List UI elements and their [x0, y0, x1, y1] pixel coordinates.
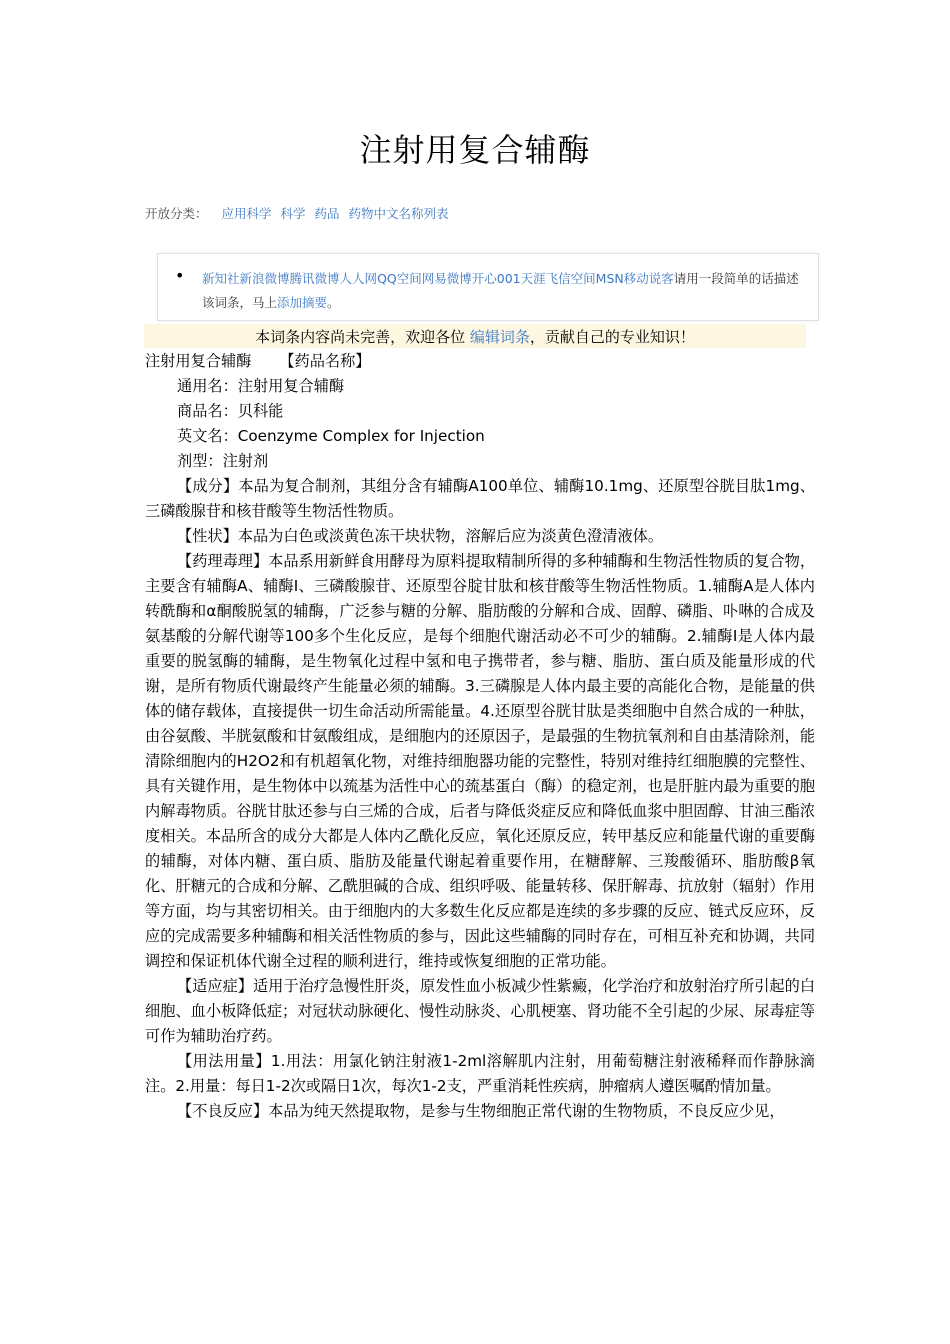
- category-tag-drug-list[interactable]: 药物中文名称列表: [348, 206, 449, 221]
- edit-entry-link[interactable]: 编辑词条: [469, 328, 530, 346]
- english-name: 英文名：Coenzyme Complex for Injection: [177, 427, 485, 445]
- share-link-kaixin001[interactable]: 开心001: [471, 271, 521, 286]
- share-link-xinzhishe[interactable]: 新知社: [202, 271, 240, 286]
- heading-section-label: 【药品名称】: [279, 352, 371, 370]
- trade-name: 商品名：贝科能: [177, 402, 284, 420]
- share-link-mobile[interactable]: 移动说客: [623, 271, 674, 286]
- share-link-tianya[interactable]: 天涯: [520, 271, 546, 286]
- notice-text-after: ，贡献自己的专业知识！: [529, 328, 695, 346]
- drug-name-heading: [145, 349, 815, 374]
- share-prompt-end: 。: [327, 295, 340, 310]
- category-tag-science[interactable]: 科学: [280, 206, 306, 221]
- bullet-icon: •: [175, 266, 185, 285]
- category-label: 开放分类：: [145, 206, 208, 221]
- share-link-fetion[interactable]: 飞信空间: [545, 271, 596, 286]
- indications-paragraph: 【适应症】适用于治疗急慢性肝炎，原发性血小板减少性紫癜，化学治疗和放射治疗所引起的白细胞、血小板降低症；对冠状动脉硬化、慢性动脉炎、心肌梗塞、肾功能不全引起的少尿、尿毒症等可作为辅助治疗药。: [145, 977, 815, 1045]
- dosage-paragraph: 【用法用量】1.用法：用氯化钠注射液1-2ml溶解肌内注射，用葡萄糖注射液稀释而作静脉滴注。2.用量：每日1-2次或隔日1次，每次1-2支，严重消耗性疾病，肿瘤病人遵医嘱酌情加量。: [145, 1052, 815, 1095]
- share-link-netease-weibo[interactable]: 网易微博: [421, 271, 472, 286]
- share-link-sina-weibo[interactable]: 新浪微博: [239, 271, 290, 286]
- share-link-qzone[interactable]: QQ空间: [377, 271, 422, 286]
- page-title: 注射用复合辅酶: [359, 131, 591, 169]
- category-tag-drugs[interactable]: 药品: [314, 206, 340, 221]
- share-summary-box: [157, 253, 819, 321]
- share-text: [202, 267, 802, 315]
- pharmacology-paragraph: 【药理毒理】本品系用新鲜食用酵母为原料提取精制所得的多种辅酶和生物活性物质的复合物，主要含有辅酶A、辅酶I、三磷酸腺苷、还原型谷腚甘肽和核苷酸等生物活性物质。1.辅酶A是人体内转酰酶和α酮酸脱氢的辅酶，广泛参与糖的分解、脂肪酸的分解和合成、固醇、磷脂、卟啉的合成及氨基酸的分解代谢等100多个生化反应，是每个细胞代谢活动必不可少的辅酶。2.辅酶I是人体内最重要的脱氢酶的辅酶，是生物氧化过程中氢和电子携带者，参与糖、脂肪、蛋白质及能量形成的代谢，是所有物质代谢最终产生能量必须的辅酶。3.三磷腺是人体内最主要的高能化合物，是能量的供体的储存载体，直接提供一切生命活动所需能量。4.还原型谷胱甘肽是类细胞中自然合成的一种肽，由谷氨酸、半胱氨酸和甘氨酸组成，是细胞内的还原因子，是最强的生物抗氧剂和自由基清除剂，能清除细胞内的H2O2和有机超氧化物，对维持细胞器功能的完整性，特别对维持红细胞膜的完整性、具有关键作用，是生物体中以巯基为活性中心的巯基蛋白（酶）的稳定剂，也是肝脏内最为重要的胞内解毒物质。谷胱甘肽还参与白三烯的合成，后者与降低炎症反应和降低血浆中胆固醇、甘油三酯浓度相关。本品所含的成分大都是人体内乙酰化反应，氧化还原反应，转甲基反应和能量代谢的重要酶的辅酶，对体内糖、蛋白质、脂肪及能量代谢起着重要作用，在糖酵解、三羧酸循环、脂肪酸β氧化、肝糖元的合成和分解、乙酰胆碱的合成、组织呼吸、能量转移、保肝解毒、抗放射（辐射）作用等方面，均与其密切相关。由于细胞内的大多数生化反应都是连续的多步骤的反应、链式反应环，反应的完成需要多种辅酶和相关活性物质的参与，因此这些辅酶的同时存在，可相互补充和协调，共同调控和保证机体代谢全过程的顺利进行，维持或恢复细胞的正常功能。: [145, 552, 815, 970]
- adverse-reactions-paragraph: 【不良反应】本品为纯天然提取物，是参与生物细胞正常代谢的生物物质，不良反应少见，: [177, 1102, 785, 1120]
- share-link-tencent-weibo[interactable]: 腾讯微博: [289, 271, 340, 286]
- incomplete-notice: [144, 324, 806, 348]
- category-bar: [145, 205, 454, 223]
- description-paragraph: 【性状】本品为白色或淡黄色冻干块状物，溶解后应为淡黄色澄清液体。: [177, 527, 663, 545]
- dosage-form: 剂型：注射剂: [177, 452, 269, 470]
- composition-paragraph: 【成分】本品为复合制剂，其组分含有辅酶A100单位、辅酶10.1mg、还原型谷胱目肽1mg、三磷酸腺苷和核苷酸等生物活性物质。: [145, 477, 815, 520]
- generic-name: 通用名：注射用复合辅酶: [177, 377, 345, 395]
- article-body: [145, 349, 815, 1124]
- share-link-msn[interactable]: MSN: [595, 271, 624, 286]
- heading-drug-name: 注射用复合辅酶: [145, 352, 252, 370]
- share-link-renren[interactable]: 人人网: [339, 271, 378, 286]
- notice-text-before: 本词条内容尚未完善，欢迎各位: [255, 328, 466, 346]
- share-prompt-text: 请用一段简单的话描述该词条，马上: [202, 271, 799, 310]
- add-summary-link[interactable]: 添加摘要: [277, 295, 328, 310]
- category-tag-applied-science[interactable]: 应用科学: [221, 206, 272, 221]
